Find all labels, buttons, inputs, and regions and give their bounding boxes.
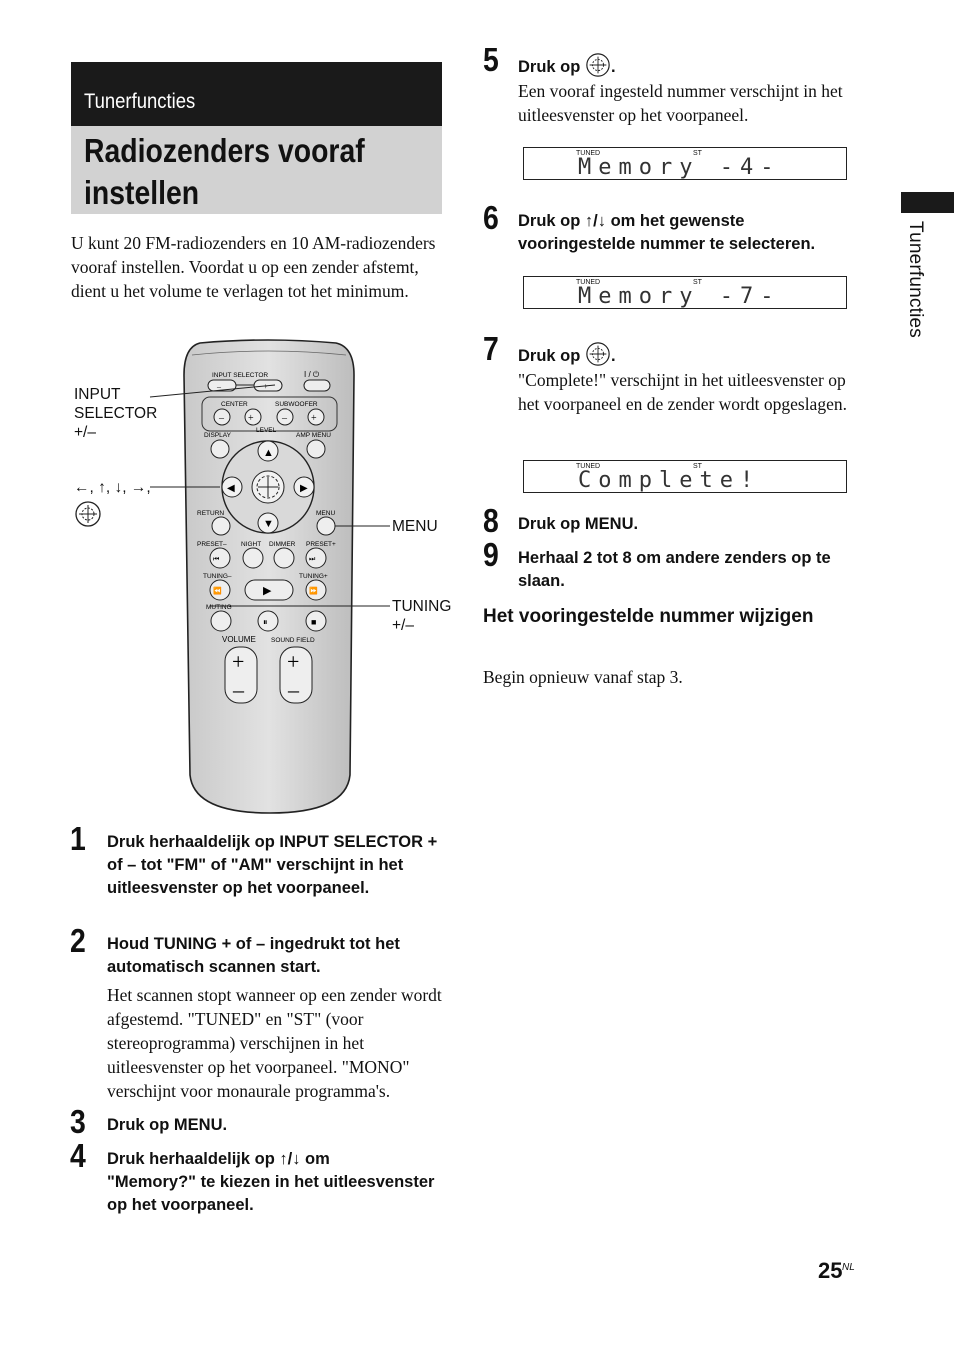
step-7-text	[518, 341, 858, 368]
remote-label-center: CENTER	[221, 401, 248, 408]
subsection-title: Het vooringestelde nummer wijzigen	[483, 606, 814, 627]
step-4-text	[107, 1148, 447, 1217]
svg-text:⏭: ⏭	[309, 555, 316, 563]
step-number-2: 2	[70, 922, 86, 959]
step-7-detail: "Complete!" verschijnt in het uitleesvenster op het voorpaneel en de zender wordt opgeslagen.	[518, 370, 847, 414]
step-7-text-before: Druk op	[518, 347, 581, 365]
svg-text:▼: ▼	[263, 518, 274, 530]
svg-text:–: –	[217, 382, 221, 391]
svg-text:+: +	[263, 382, 268, 391]
return-button	[212, 517, 230, 535]
remote-label-muting: MUTING	[206, 604, 232, 611]
step-number-8: 8	[483, 502, 499, 539]
display-panel-memory-4	[523, 147, 847, 180]
remote-label-preset-minus: PRESET–	[197, 541, 227, 548]
svg-text:+: +	[311, 413, 317, 424]
menu-button	[317, 517, 335, 535]
remote-label-night: NIGHT	[241, 541, 262, 548]
power-button	[304, 380, 330, 391]
display-tuned-indicator: TUNED	[576, 150, 601, 157]
remote-label-display: DISPLAY	[204, 432, 231, 439]
svg-text:▲: ▲	[263, 447, 274, 459]
side-tab-marker	[901, 192, 954, 213]
display-st-indicator: ST	[693, 279, 702, 286]
step-5-detail: Een vooraf ingesteld nummer verschijnt in het uitleesvenster op het voorpaneel.	[518, 81, 843, 125]
display-tuned-indicator: TUNED	[576, 463, 601, 470]
remote-label-power: I / ⏻	[304, 370, 320, 379]
step-8-text: Druk op MENU.	[518, 515, 639, 533]
step-number-7: 7	[483, 330, 499, 367]
display-st-indicator: ST	[693, 150, 702, 157]
enter-cursor-icon	[74, 500, 102, 528]
step-number-1: 1	[70, 820, 86, 857]
page-title: Radiozenders vooraf instellen	[84, 132, 365, 211]
svg-text:+: +	[232, 649, 245, 674]
enter-cursor-icon	[585, 52, 611, 78]
enter-cursor-icon	[585, 341, 611, 367]
remote-label-level: LEVEL	[256, 427, 277, 434]
step-4-text-after: "Memory?" te kiezen in het uitleesvenster op het voorpaneel.	[107, 1173, 435, 1214]
step-5-text-after: .	[610, 58, 616, 76]
step-number-3: 3	[70, 1103, 86, 1140]
step-5-text-before: Druk op	[518, 58, 581, 76]
step-4-text-before: Druk herhaaldelijk op ↑/↓ om	[107, 1150, 330, 1168]
muting-button	[211, 611, 231, 631]
section-label: Tunerfuncties	[84, 90, 196, 113]
svg-text:⏮: ⏮	[213, 555, 220, 563]
step-6-text: Druk op ↑/↓ om het gewenste vooringestelde nummer te selecteren.	[518, 212, 816, 253]
display-text: Memory -4-	[578, 155, 781, 180]
remote-label-tuning-plus: TUNING+	[299, 573, 328, 580]
remote-label-sound-field: SOUND FIELD	[271, 637, 315, 644]
svg-text:⏩: ⏩	[309, 587, 318, 595]
svg-text:▶: ▶	[263, 585, 272, 597]
page-language: NL	[842, 1262, 855, 1273]
display-button	[211, 440, 229, 458]
remote-label-tuning-minus: TUNING–	[203, 573, 232, 580]
amp-menu-button	[307, 440, 325, 458]
step-number-4: 4	[70, 1137, 86, 1174]
svg-text:–: –	[219, 413, 224, 424]
remote-label-preset-plus: PRESET+	[306, 541, 336, 548]
svg-text:▶: ▶	[300, 483, 308, 494]
step-number-9: 9	[483, 536, 499, 573]
remote-label-subwoofer: SUBWOOFER	[275, 401, 318, 408]
svg-text:■: ■	[311, 617, 317, 627]
svg-text:–: –	[288, 677, 299, 702]
step-2-text: Houd TUNING + of – ingedrukt tot het automatisch scannen start.	[107, 935, 400, 976]
display-panel-complete	[523, 460, 847, 493]
display-st-indicator: ST	[693, 463, 702, 470]
step-7-text-after: .	[610, 347, 616, 365]
callout-menu: MENU	[392, 518, 438, 535]
svg-text:–: –	[233, 677, 244, 702]
display-text: Memory -7-	[578, 284, 781, 309]
display-panel-memory-7	[523, 276, 847, 309]
subsection-text: Begin opnieuw vanaf stap 3.	[483, 667, 683, 687]
remote-label-dimmer: DIMMER	[269, 541, 296, 548]
step-5-text	[518, 52, 858, 79]
svg-text:⏪: ⏪	[213, 587, 222, 595]
svg-text:◀: ◀	[227, 483, 235, 494]
svg-text:⏸: ⏸	[263, 617, 268, 627]
remote-label-menu: MENU	[316, 510, 336, 517]
step-9-text: Herhaal 2 tot 8 om andere zenders op te slaan.	[518, 549, 831, 590]
remote-label-input-selector: INPUT SELECTOR	[212, 372, 269, 379]
page-number: 25	[818, 1258, 843, 1283]
callout-tuning: TUNING +/–	[392, 598, 452, 634]
remote-label-volume: VOLUME	[222, 635, 256, 644]
callout-input-selector: INPUT SELECTOR +/–	[74, 386, 158, 441]
step-number-6: 6	[483, 199, 499, 236]
step-3-text: Druk op MENU.	[107, 1116, 228, 1134]
svg-text:–: –	[282, 413, 287, 424]
callout-arrows: ←, ↑, ↓, →,	[74, 479, 151, 496]
step-number-5: 5	[483, 41, 499, 78]
display-text: Complete!	[578, 468, 761, 493]
svg-text:+: +	[287, 649, 300, 674]
step-1-text: Druk herhaaldelijk op INPUT SELECTOR + of – tot "FM" of "AM" verschijnt in het uitleesvenster op het voorpaneel.	[107, 833, 438, 897]
remote-label-amp-menu: AMP MENU	[296, 432, 331, 439]
display-tuned-indicator: TUNED	[576, 279, 601, 286]
intro-paragraph: U kunt 20 FM-radiozenders en 10 AM-radiozenders vooraf instellen. Voordat u op een zender afstemt, dient u het volume te verlagen tot het minimum.	[71, 233, 436, 301]
remote-label-return: RETURN	[197, 510, 225, 517]
side-tab-label: Tunerfuncties	[905, 221, 926, 339]
step-2-detail: Het scannen stopt wanneer op een zender wordt afgestemd. "TUNED" en "ST" (voor stereoprogramma) verschijnen in het uitleesvenster op het voorpaneel. "MONO" verschijnt voor monaurale programma's.	[107, 985, 442, 1101]
svg-text:+: +	[248, 413, 254, 424]
